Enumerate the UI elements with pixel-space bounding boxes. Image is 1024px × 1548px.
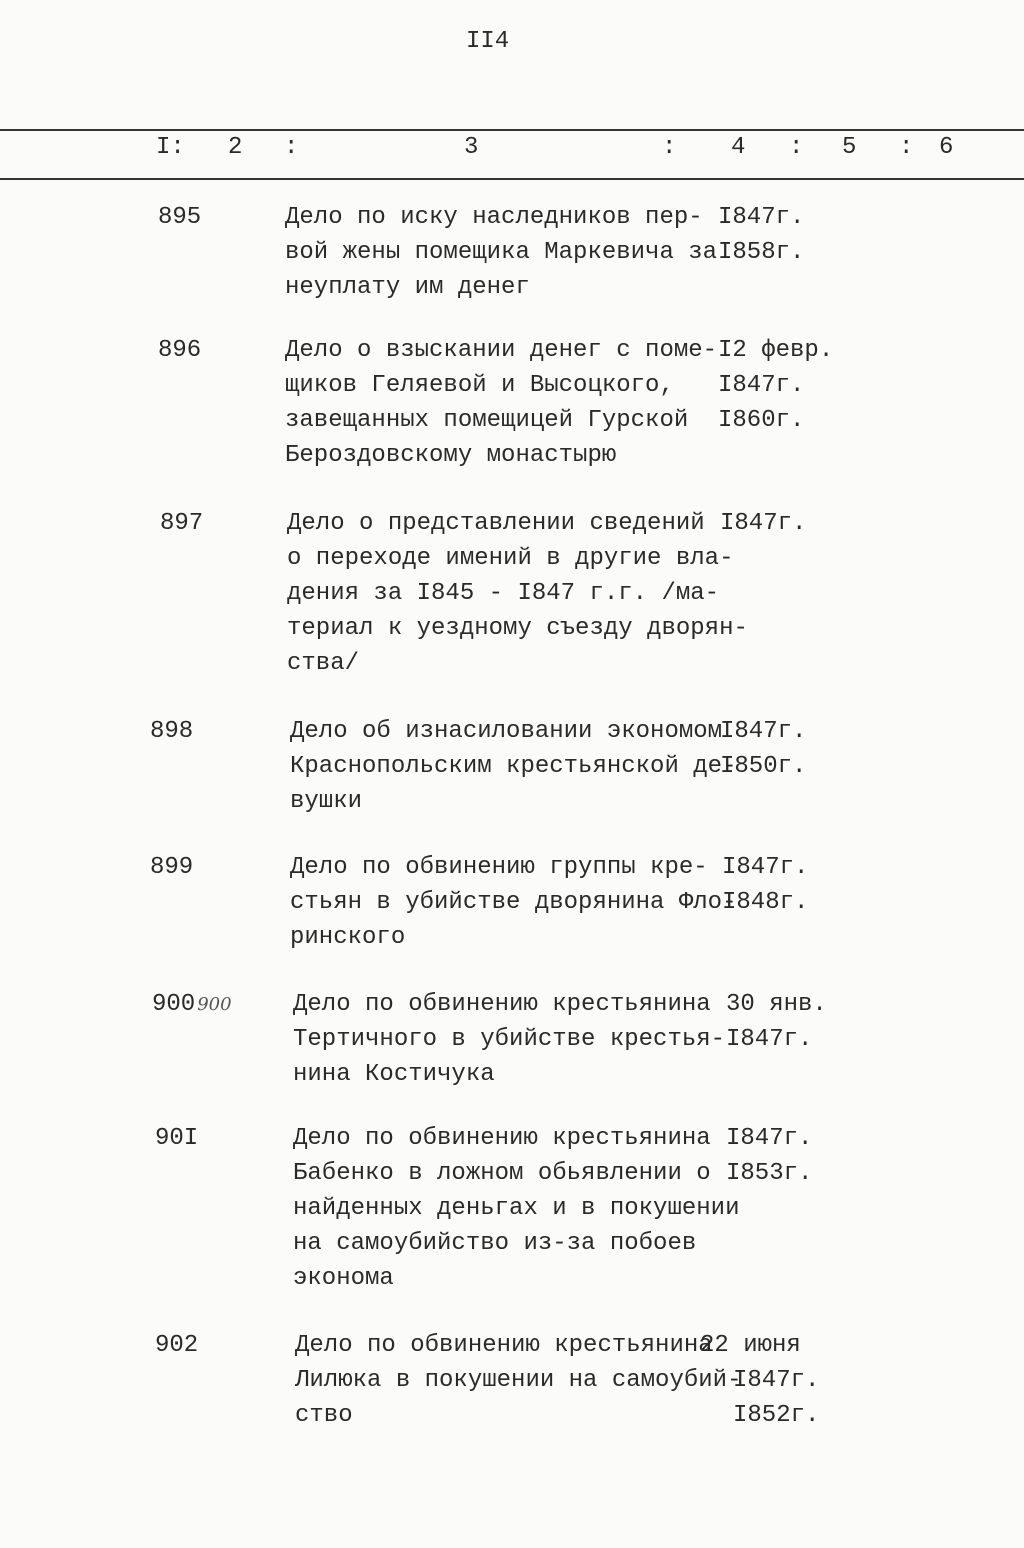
page-number: II4 — [466, 28, 510, 55]
record-title — [285, 333, 717, 473]
record-title-line: Тертичного в убийстве крестья- — [293, 1026, 726, 1053]
record-date: I860г. — [718, 407, 805, 434]
record-dates — [722, 850, 808, 920]
record-date: I858г. — [718, 239, 805, 266]
record-number — [155, 1328, 198, 1363]
record-dates — [726, 1121, 812, 1191]
record-dates — [726, 987, 827, 1057]
record-title-line: дения за I845 - I847 г.г. /ма- — [287, 580, 720, 607]
header-top-rule — [0, 129, 1024, 131]
record-number-text: 895 — [158, 204, 202, 231]
record-title-line: Дело по обвинению крестьянина — [293, 991, 711, 1018]
record-title — [293, 1121, 739, 1296]
record-title — [293, 987, 725, 1092]
record-number — [158, 333, 201, 368]
record-title-line: стьян в убийстве дворянина Фло- — [290, 889, 737, 916]
record-title-line: Бероздовскому монастырю — [285, 442, 617, 469]
record-number-text: 899 — [150, 854, 194, 881]
record-number-text: 902 — [155, 1332, 199, 1359]
record-title — [295, 1328, 741, 1433]
handwritten-number: 900 — [197, 994, 232, 1015]
header-bottom-rule — [0, 178, 1024, 180]
record-title-line: нина Костичука — [293, 1061, 495, 1088]
record-date: 22 июня — [700, 1332, 801, 1359]
record-title-line: Дело по обвинению группы кре- — [290, 854, 708, 881]
record-title-line: Дело по иску наследников пер- — [285, 204, 703, 231]
column-header-6: 6 — [939, 134, 954, 161]
record-title-line: на самоубийство из-за побоев — [293, 1230, 697, 1257]
record-date: I847г. — [720, 718, 807, 745]
record-dates — [718, 200, 804, 270]
record-title-line: Краснопольским крестьянской де- — [290, 753, 737, 780]
column-separator: : — [789, 134, 804, 161]
record-number-text: 900 — [152, 991, 196, 1018]
record-number — [150, 714, 193, 749]
column-separator: : — [284, 134, 299, 161]
column-header-1: I: — [156, 134, 185, 161]
column-separator: : — [899, 134, 914, 161]
record-number-text: 898 — [150, 718, 194, 745]
record-dates — [718, 333, 833, 438]
record-title-line: эконома — [293, 1265, 394, 1292]
record-date: I850г. — [720, 753, 807, 780]
record-number-text: 90I — [155, 1125, 199, 1152]
record-title-line: териал к уездному съезду дворян- — [287, 615, 748, 642]
record-date: I847г. — [733, 1367, 820, 1394]
record-title-line: Дело о представлении сведений — [287, 510, 705, 537]
record-title-line: ство — [295, 1402, 353, 1429]
record-title-line: ства/ — [287, 650, 360, 677]
column-header-2: 2 — [228, 134, 243, 161]
record-date: I847г. — [726, 1125, 813, 1152]
record-title-line: завещанных помещицей Гурской — [285, 407, 689, 434]
record-number-text: 897 — [160, 510, 204, 537]
record-title-line: вушки — [290, 788, 363, 815]
record-number — [160, 506, 203, 541]
column-separator: : — [662, 134, 677, 161]
record-date: I847г. — [718, 372, 805, 399]
record-date: I853г. — [726, 1160, 813, 1187]
record-dates — [700, 1328, 819, 1433]
record-title-line: щиков Геляевой и Высоцкого, — [285, 372, 674, 399]
record-date: 30 янв. — [726, 991, 827, 1018]
record-date: I847г. — [722, 854, 809, 881]
record-date: I848г. — [722, 889, 809, 916]
record-number-text: 896 — [158, 337, 202, 364]
column-header-4: 4 — [731, 134, 746, 161]
record-date: I847г. — [726, 1026, 813, 1053]
record-title — [290, 714, 736, 819]
record-number — [150, 850, 193, 885]
record-title — [290, 850, 736, 955]
record-title-line: неуплату им денег — [285, 274, 530, 301]
record-date: I847г. — [720, 510, 807, 537]
record-number — [155, 1121, 198, 1156]
record-date: I847г. — [718, 204, 805, 231]
record-date: I852г. — [733, 1402, 820, 1429]
record-title-line: найденных деньгах и в покушении — [293, 1195, 740, 1222]
record-title-line: Дело об изнасиловании экономом — [290, 718, 723, 745]
record-title — [285, 200, 717, 305]
record-title-line: Дело по обвинению крестьянина — [293, 1125, 711, 1152]
record-number — [152, 987, 232, 1022]
column-header-5: 5 — [842, 134, 857, 161]
record-title-line: Дело по обвинению крестьянина — [295, 1332, 713, 1359]
record-dates — [720, 714, 806, 784]
record-title-line: Бабенко в ложном обьявлении о — [293, 1160, 711, 1187]
record-date: I2 февр. — [718, 337, 834, 364]
record-title-line: вой жены помещика Маркевича за — [285, 239, 718, 266]
record-title — [287, 506, 748, 681]
record-title-line: Дело о взыскании денег с поме- — [285, 337, 718, 364]
column-header-3: 3 — [464, 134, 479, 161]
record-number — [158, 200, 201, 235]
record-title-line: Лилюка в покушении на самоубий- — [295, 1367, 742, 1394]
record-title-line: ринского — [290, 924, 406, 951]
record-title-line: о переходе имений в другие вла- — [287, 545, 734, 572]
record-dates — [720, 506, 806, 541]
